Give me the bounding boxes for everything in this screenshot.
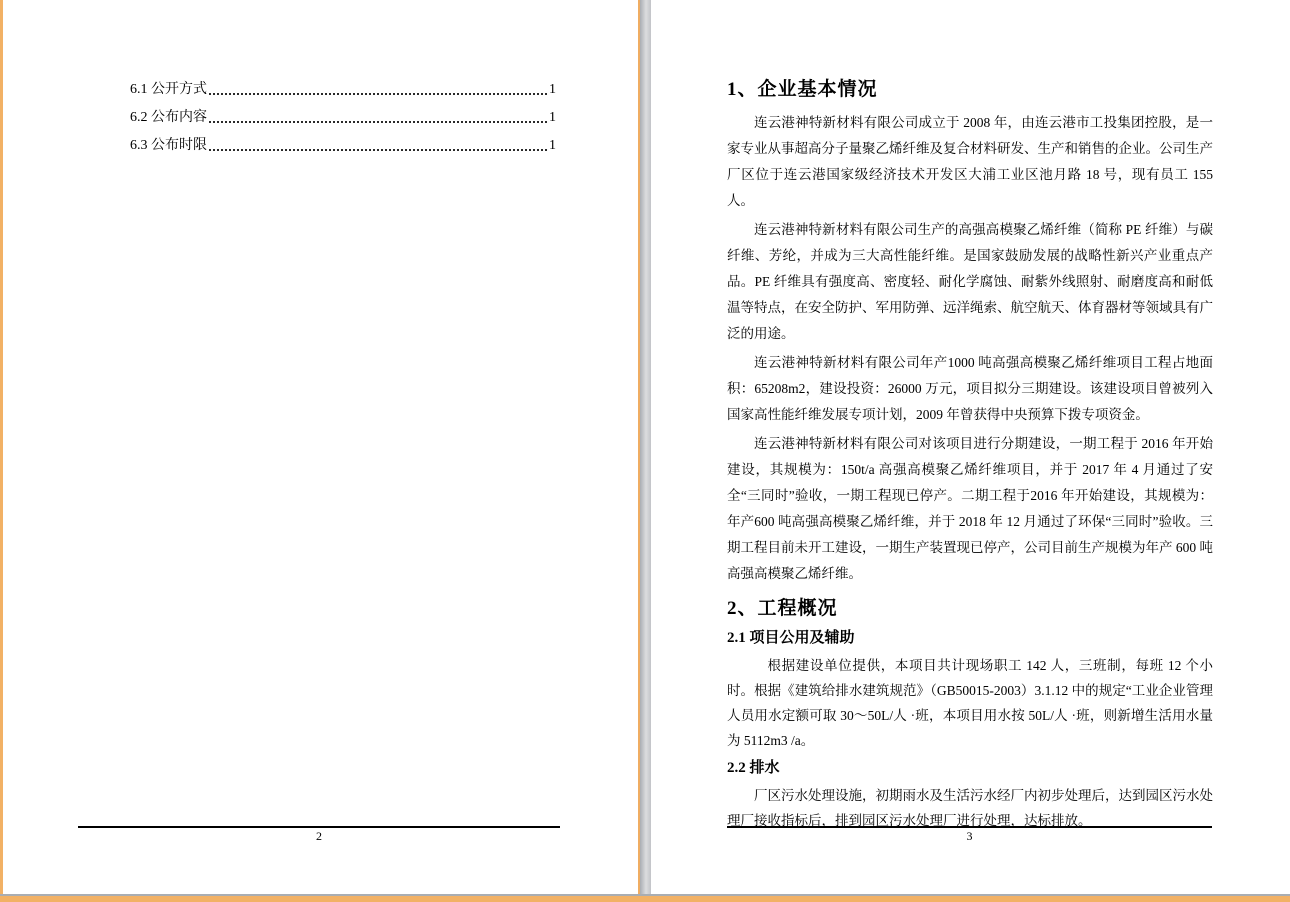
paragraph: 连云港神特新材料有限公司成立于 2008 年，由连云港市工投集团控股，是一家专业从事超高分子量聚乙烯纤维及复合材料研发、生产和销售的企业。公司生产厂区位于连云港国家级经济技术开发区大浦工业区池月路 18 号，现有员工 155 人。 (727, 115, 1213, 208)
section-heading-1: 1、企业基本情况 (727, 79, 878, 100)
toc-entry[interactable] (130, 98, 556, 126)
toc-entry-label: 6.3 公布时限 (130, 138, 207, 153)
toc-entry[interactable] (130, 126, 556, 154)
toc-entry-label: 6.2 公布内容 (130, 110, 207, 125)
subsection-heading-2-2: 2.2 排水 (727, 760, 780, 776)
paragraph: 根据建设单位提供，本项目共计现场职工 142 人，三班制，每班 12 个小时。根据《建筑给排水建筑规范》（GB50015-2003）3.1.12 中的规定“工业企业管理人员用水定额可取 30～50L/人 ·班，本项目用水按 50L/人 ·班，则新增生活用水量为 5112m3 /a。 (727, 658, 1213, 748)
footer-rule (727, 826, 1212, 844)
toc-entry-page: 1 (549, 82, 556, 97)
page-gap (638, 0, 653, 896)
toc-entry[interactable] (130, 70, 556, 98)
footer-rule (78, 826, 560, 844)
paragraph: 连云港神特新材料有限公司生产的高强高模聚乙烯纤维（简称 PE 纤维）与碳纤维、芳纶，并成为三大高性能纤维。是国家鼓励发展的战略性新兴产业重点产品。PE 纤维具有强度高、密度轻、耐化学腐蚀、耐紫外线照射、耐磨度高和耐低温等特点，在安全防护、军用防弹、远洋绳索、航空航天、体育器材等领域具有广泛的用途。 (727, 222, 1213, 341)
paragraph: 连云港神特新材料有限公司对该项目进行分期建设，一期工程于 2016 年开始建设，其规模为：150t/a 高强高模聚乙烯纤维项目，并于 2017 年 4 月通过了安全“三同时”验收，一期工程现已停产。二期工程于2016 年开始建设，其规模为：年产600 吨高强高模聚乙烯纤维，并于 2018 年 12 月通过了环保“三同时”验收。三期工程目前未开工建设，一期生产装置现已停产，公司目前生产规模为年产 600 吨高强高模聚乙烯纤维。 (727, 436, 1213, 581)
toc-entry-page: 1 (549, 110, 556, 125)
table-of-contents (130, 70, 556, 154)
paragraph: 厂区污水处理设施，初期雨水及生活污水经厂内初步处理后，达到园区污水处理厂接收指标后，排到园区污水处理厂进行处理，达标排放。 (727, 788, 1213, 828)
canvas-edge-bottom (0, 896, 1290, 902)
toc-entry-page: 1 (549, 138, 556, 153)
report-content (727, 78, 1213, 836)
subsection-heading-2-1: 2.1 项目公用及辅助 (727, 630, 855, 646)
page-number: 2 (316, 829, 322, 843)
toc-entry-label: 6.1 公开方式 (130, 82, 207, 97)
dot-leader (209, 149, 547, 151)
canvas-edge-left (0, 0, 3, 896)
dot-leader (209, 93, 547, 95)
page-number: 3 (966, 829, 973, 843)
section-heading-2: 2、工程概况 (727, 598, 838, 619)
dot-leader (209, 121, 547, 123)
paragraph: 连云港神特新材料有限公司年产1000 吨高强高模聚乙烯纤维项目工程占地面积：65208m2，建设投资：26000 万元，项目拟分三期建设。该建设项目曾被列入国家高性能纤维发展专项计划，2009 年曾获得中央预算下拨专项资金。 (727, 355, 1213, 422)
